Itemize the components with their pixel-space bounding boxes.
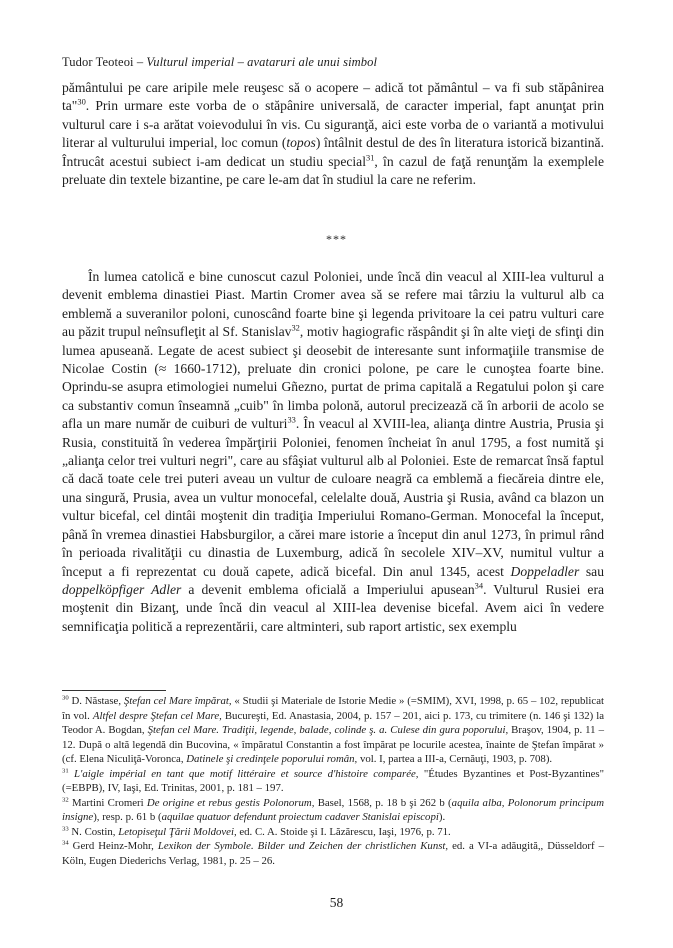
fn30-a: D. Năstase, — [68, 695, 124, 707]
footnote-ref-33[interactable]: 33 — [287, 414, 296, 425]
fn33-a: N. Costin, — [68, 825, 119, 838]
fn32-e: ), resp. p. 61 b ( — [93, 811, 162, 823]
fn32-d: aquila alba, Polonorum principum insigne — [62, 796, 604, 823]
footnote-number: 33 — [62, 824, 69, 832]
fn32-g: ). — [438, 811, 446, 823]
paragraph-2 — [62, 268, 604, 636]
fn34-c: ed. a VI-a adăugită,, Düsseldorf – Köln, Eugen Diederichs Verlag, 1981, p. 25 – 26. — [62, 840, 604, 867]
footnote-33 — [62, 825, 604, 840]
footnote-divider — [62, 690, 166, 691]
footnote-31 — [62, 767, 604, 796]
fn34-a: Gerd Heinz-Mohr, — [68, 840, 158, 852]
footnote-32 — [62, 796, 604, 825]
footnote-number: 31 — [62, 766, 69, 774]
p2-doppeladler: Doppeladler — [510, 563, 580, 579]
fn32-f: aquilae quatuor defendunt proiectum cadaver Stanislai episcopi — [161, 811, 439, 823]
fn30-b: Ştefan cel Mare împărat, — [123, 695, 232, 707]
footnote-ref-32[interactable]: 32 — [291, 322, 300, 333]
section-separator: *** — [326, 232, 347, 246]
fn33-b: Letopiseţul Ţării Moldovei, — [118, 825, 237, 838]
header-title: Vulturul imperial – avataruri ale unui simbol — [146, 55, 378, 69]
p1-text-c: ) întâlnit destul de des în literatura istorică bizantină. Întrucât acestui subiect i-am dedicat un studiu special — [62, 135, 604, 169]
fn34-b: Lexikon der Symbole. Bilder und Zeichen der christlichen Kunst, — [157, 840, 449, 852]
fn32-c: Basel, 1568, p. 18 b şi 262 b ( — [314, 796, 452, 809]
p2-text-e: a devenit emblema oficială a Imperiului apusean — [181, 581, 475, 597]
footnote-number: 30 — [62, 694, 69, 702]
fn32-b: De origine et rebus gestis Polonorum, — [146, 796, 315, 809]
footnotes — [62, 694, 604, 868]
p2-doppelkopfiger: doppelköpfiger Adler — [62, 581, 182, 597]
p2-text-c: . În veacul al XVIII-lea, alianţa dintre Austria, Prusia şi Rusia, constituită în vederea împărţirii Poloniei, fenomen încheiat în anul 1795, a fost numită şi „alianţa celor trei vulturi negri", care au sfâşiat vulturul alb al Poloniei. Este de remarcat însă faptul că dacă toate cele trei puteri aveau un vultur de culoare neagră ca emblemă a fiecăreia dintre ele, una singură, Prusia, avea un vultur monocefal, celelalte două, Austria şi Rusia, având ca blazon un vultur bicefal, cel dintâi moştenit din tradiţia Imperiului Romano-German. Monocefal la început, până în vremea dinastiei Habsburgilor, a cărei mare istorie a început din anul 1273, în primul rând în perioada rivalităţii cu dinastia de Luxemburg, adică în secolele XIV–XV, numitul vultur a început a fi reprezentat cu două capete, adică bicefal. Din anul 1345, acest — [62, 416, 604, 579]
header-author: Tudor Teoteoi – — [62, 55, 147, 69]
fn30-h: Datinele şi credinţele poporului român, — [186, 753, 358, 765]
page-number: 58 — [329, 895, 344, 910]
p2-text-f: . Vulturul Rusiei era moştenit din Bizanţ, unde încă din veacul al XIII-lea devenise bicefal. Avem aici în vedere semnificaţia politică a reprezentării, care altminteri, sub raport artistic, sex exemplu — [62, 581, 605, 634]
footnote-ref-34[interactable]: 34 — [474, 580, 484, 591]
fn31-b: L'aigle impérial en tant que motif littéraire et source d'histoire comparée, — [74, 767, 419, 780]
p1-text-d: , în cazul de faţă renunţăm la exemplele preluate din textele bizantine, pe care le-am dat în studiul la care ne referim. — [62, 153, 604, 188]
fn30-d: Altfel despre Ştefan cel Mare, — [92, 709, 222, 722]
fn32-a: Martini Cromeri — [68, 796, 147, 809]
p1-topos: topos — [286, 135, 316, 151]
fn30-g: Braşov, 1904, p. 11 – 12. După o altă legendă din Bucovina, « împăratul Constantin a fost împărat pe locurile acestea, înainte de Ştefan împărat » (cf. Elena Niculiţă-Voronca, — [62, 724, 604, 765]
p2-text-a: În lumea catolică e bine cunoscut cazul Poloniei, unde încă din veacul al XIII-lea vulturul a devenit emblema dinastiei Piast. Martin Cromer avea să se refere mai târziu la vulturul alb ca emblemă a suveranilor poloni, cunoscând foarte bine şi legenda privitoare la cei patru vulturi care au păzit trupul neînsufleţit al Sf. Stanislav — [62, 269, 604, 340]
fn30-e: Bucureşti, Ed. Anastasia, 2004, p. 157 – 201, aici p. 173, cu trimitere (n. 146 şi 132) la Teodor A. Bogdan, — [62, 709, 604, 736]
p1-text-b: . Prin urmare este vorba de o stăpânire universală, de caracter imperial, fapt anunţat prin vulturul care i s-a arătat voievodului în vis. Cu siguranţă, aici este vorba de o variantă a motivului literar al vulturului imperial, loc comun ( — [62, 98, 604, 151]
fn30-c: « Studii şi Materiale de Istorie Medie » (=SMIM), XVI, 1998, p. 65 – 102, republicat în vol. — [62, 695, 604, 722]
footnote-number: 34 — [62, 839, 69, 847]
footnote-34 — [62, 839, 604, 868]
fn30-f: Ştefan cel Mare. Tradiţii, legende, balade, colinde ş. a. Culese din gura poporului, — [147, 724, 509, 736]
paragraph-1 — [62, 79, 604, 189]
fn31-c: "Études Byzantines et Post-Byzantines" (=EBPB), IV, Iaşi, Ed. Trinitas, 2001, p. 181 – 197. — [62, 767, 605, 794]
footnote-ref-30[interactable]: 30 — [77, 96, 86, 107]
fn30-i: vol. I, partea a III-a, Cernăuţi, 1903, p. 708). — [357, 753, 553, 765]
running-header — [62, 55, 377, 70]
footnote-ref-31[interactable]: 31 — [365, 152, 375, 163]
p2-text-d: sau — [579, 563, 604, 579]
footnote-30 — [62, 694, 604, 767]
p1-text-a: pământului pe care aripile mele reuşesc să o acopere – adică tot pământul – va fi sub stăpânirea ta" — [62, 80, 604, 114]
fn33-c: ed. C. A. Stoide şi I. Lăzărescu, Iaşi, 1976, p. 71. — [236, 825, 451, 838]
footnote-number: 32 — [62, 795, 69, 803]
p2-text-b: , motiv hagiografic răspândit şi în alte vieţi de sfinţi din lumea apuseană. Legate de acest subiect şi deosebit de interesante sunt informaţiile transmise de Nicolae Costin (≈ 1660-1712), preluate din cronici polone, pe care le cunoştea foarte bine. Oprindu-se asupra etimologiei numelui Gñezno, purtat de prima capitală a Regatului polon şi care ca substantiv comun înseamnă „cuib" în limba polonă, autorul precizează că în arborii de acolo se afla un mare număr de cuiburi de vulturi — [62, 324, 604, 432]
